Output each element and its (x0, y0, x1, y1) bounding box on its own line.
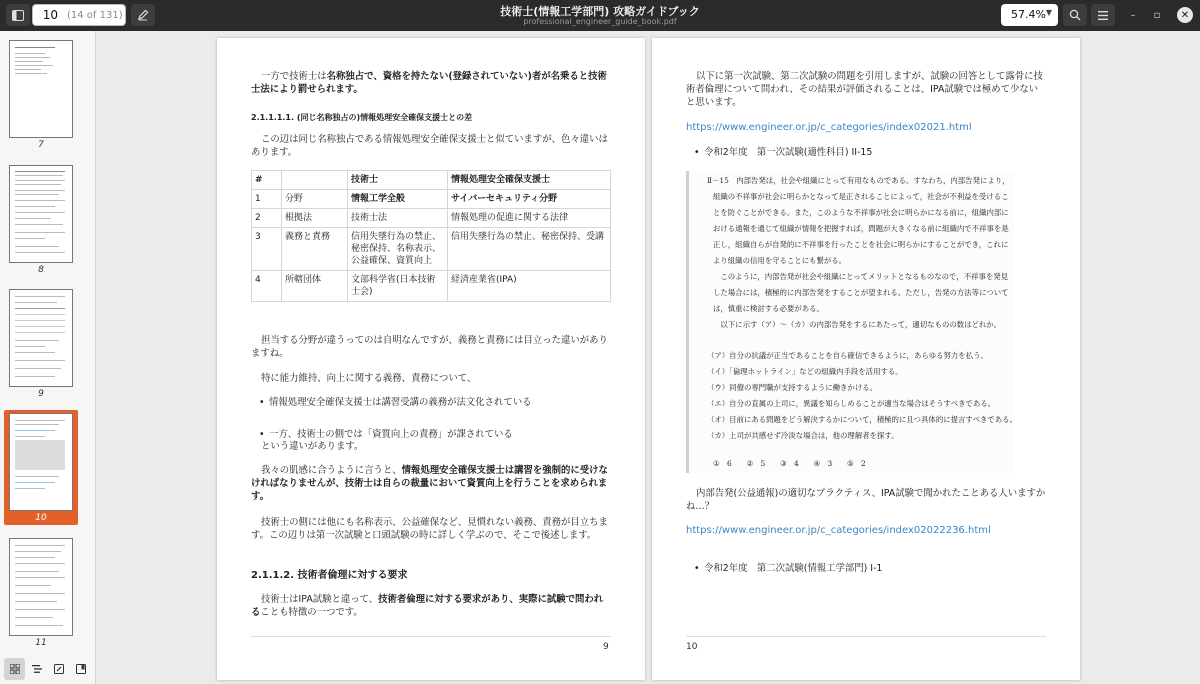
page-number: 10 (686, 642, 698, 652)
thumbnail-label: 9 (38, 389, 44, 399)
exam-line: Ⅱ－15 内部告発は，社会や組織にとって有用なものである。すなわち，内部告発により， (707, 176, 1010, 185)
thumbnail-page-8[interactable] (6, 165, 76, 275)
exam-option: （カ）上司が共感せず冷淡な場合は，他の理解者を探す。 (707, 431, 899, 440)
footer-divider (686, 636, 1046, 637)
table-row (252, 271, 611, 302)
table-header-cell: 情報処理安全確保支援士 (448, 171, 611, 190)
bullet-item: • 令和2年度 第一次試験(適性科目) II-15 (692, 146, 1046, 159)
table-cell: 根拠法 (282, 209, 348, 228)
paragraph: という違いがあります。 (261, 441, 364, 452)
pdf-page-10 (652, 38, 1080, 680)
table-cell: 1 (252, 190, 282, 209)
table-cell: 分野 (282, 190, 348, 209)
maximize-icon[interactable]: ▫ (1153, 9, 1161, 21)
exam-line: 正し，組織自らが自発的に不祥事を行ったことを社会に明らかにすることができ，これに (713, 240, 1009, 249)
thumbnail-image (9, 538, 73, 636)
close-icon[interactable]: ✕ (1177, 7, 1193, 23)
bullet-item: • 情報処理安全確保支援士は講習受講の義務が法文化されている (257, 396, 611, 409)
table-cell: サイバーセキュリティ分野 (448, 190, 611, 209)
para-text: 我々の肌感に合うように言うと、 (261, 465, 402, 476)
thumbnails-view-icon[interactable] (4, 658, 25, 680)
para-text: 技術士はIPA試験と違って、 (261, 594, 379, 605)
exam-answers: ① 6 ② 5 ③ 4 ④ 3 ⑤ 2 (713, 459, 866, 468)
para-text: ことも特徴の一つです。 (260, 607, 363, 618)
page-number-input[interactable]: 10 (32, 4, 64, 26)
thumbnail-sidebar (0, 31, 96, 684)
bullet-item: • 令和2年度 第二次試験(情報工学部門) I-1 (692, 562, 1046, 575)
paragraph (251, 593, 611, 619)
table-header-cell (282, 171, 348, 190)
thumbnail-page-11[interactable] (6, 538, 76, 648)
table-cell: 4 (252, 271, 282, 302)
thumbnail-label: 11 (35, 638, 47, 648)
chevron-down-icon: ▼ (1045, 8, 1052, 17)
section-heading: 2.1.1.1.1. (同じ名称独占の)情報処理安全確保支援士との差 (251, 113, 473, 122)
para-bold-text: 情報処理安全確保支援士は講習を強制的に受けなければなりませんが、技術士は自らの裁量において資質向上を行うことを求められます。 (251, 465, 608, 502)
comparison-table (251, 170, 611, 302)
table-cell: 情報処理の促進に関する法律 (448, 209, 611, 228)
paragraph: 技術士の側には他にも名称表示、公益確保など、見慣れない義務、責務が目立ちます。この辺りは第一次試験と口頭試験の時に詳しく学ぶので、そこで後述します。 (251, 517, 608, 541)
table-cell: 義務と責務 (282, 228, 348, 271)
bookmarks-view-icon[interactable] (70, 658, 91, 680)
table-row (252, 190, 611, 209)
section-heading: 2.1.1.2. 技術者倫理に対する要求 (251, 570, 408, 581)
page-count-label: (14 of 131) (63, 4, 126, 26)
document-title: 技術士(情報工学部門) 攻略ガイドブック (500, 5, 700, 18)
minimize-icon[interactable]: – (1130, 9, 1136, 21)
paragraph: 以下に第一次試験、第二次試験の問題を引用しますが、試験の回答として露骨に技術者倫理について問われ、その結果が評価されることは、IPA試験では極めて少ないと思います。 (686, 71, 1043, 108)
table-header-cell: # (252, 171, 282, 190)
table-cell: 信用失墜行為の禁止、秘密保持、名称表示、公益確保、資質向上 (348, 228, 448, 271)
thumbnail-page-7[interactable] (6, 40, 76, 150)
sidebar-toggle-icon[interactable] (6, 4, 30, 26)
thumbnail-page-10[interactable] (4, 410, 78, 525)
exam-line: 組織の不祥事が社会に明らかとなって是正されることによって，社会が不利益を受けるこ (713, 192, 1009, 201)
annotate-pen-icon[interactable] (131, 4, 155, 26)
paragraph: この辺は同じ名称独占である情報処理安全確保支援士と似ていますが、色々違いはあります。 (251, 134, 608, 158)
exam-line: は，慎重に検討する必要がある。 (713, 304, 824, 313)
exam-line: より組織の信用を守ることにも繋がる。 (713, 256, 847, 265)
menu-icon[interactable] (1091, 4, 1115, 26)
exam-question-image (686, 171, 1017, 473)
thumbnail-label: 8 (38, 265, 44, 275)
thumbnail-label: 7 (38, 140, 44, 150)
exam-line: このように，内部告発が社会や組織にとってメリットとなるものなので，不祥事を発見 (713, 272, 1009, 281)
sidebar-tools (4, 658, 91, 680)
exam-option: （エ）自分の直属の上司に，異議を知らしめることが適当な場合はそうすべきである。 (707, 399, 996, 408)
exam-option: （オ）目前にある問題をどう解決するかについて，積極的に且つ具体的に提言すべきである。 (707, 415, 1017, 424)
zoom-select[interactable] (1001, 4, 1058, 26)
header-bar (0, 0, 1200, 31)
thumbnail-image (9, 413, 73, 511)
table-cell: 2 (252, 209, 282, 228)
thumbnail-image (9, 165, 73, 263)
paragraph (251, 464, 611, 503)
intro-paragraph (251, 70, 611, 96)
exam-option: （ア）自分の抗議が正当であることを自ら確信できるように，あらゆる努力を払う。 (707, 351, 988, 360)
annotations-view-icon[interactable] (48, 658, 69, 680)
document-filename: professional_engineer_guide_book.pdf (523, 17, 677, 26)
table-cell: 技術士法 (348, 209, 448, 228)
thumbnail-image (9, 40, 73, 138)
exam-line: 以下に示す（ア）～（カ）の内部告発をするにあたって，適切なものの数はどれか。 (713, 320, 1002, 329)
exam-option: （ウ）同僚の専門職が支持するように働きかける。 (707, 383, 877, 392)
thumbnail-page-9[interactable] (6, 289, 76, 399)
table-cell: 情報工学全般 (348, 190, 448, 209)
exam-line: おける通報を通じて組織が情報を把握すれば，問題が大きくなる前に組織内で不祥事を是 (713, 224, 1009, 233)
bullet-item: • 一方、技術士の側では「資質向上の責務」が課されている (257, 428, 611, 441)
pdf-page-9 (217, 38, 645, 680)
table-cell: 経済産業省(IPA) (448, 271, 611, 302)
outline-view-icon[interactable] (26, 658, 47, 680)
thumbnail-label: 10 (35, 513, 47, 523)
para-bold-text: 技術者倫理に対する要求があり、実際に試験で問われる (251, 594, 604, 618)
table-row (252, 209, 611, 228)
exam-option: （イ）「倫理ホットライン」などの組織内手段を活用する。 (707, 367, 903, 376)
page-number: 9 (603, 642, 609, 652)
thumbnail-image (9, 289, 73, 387)
paragraph: 内部告発(公益通報)の適切なプラクティス、IPA試験で聞かれたことある人いますかね…？ (686, 488, 1046, 512)
paragraph: 特に能力維持、向上に関する義務、責務について、 (261, 373, 477, 384)
table-row (252, 228, 611, 271)
intro-text: 一方で技術士は (261, 71, 327, 82)
table-cell: 3 (252, 228, 282, 271)
exam-line: した場合には，積極的に内部告発をすることが望まれる。ただし，告発の方法等について (713, 288, 1009, 297)
search-icon[interactable] (1063, 4, 1087, 26)
table-header-row (252, 171, 611, 190)
footer-divider (251, 636, 611, 637)
reference-link[interactable]: https://www.engineer.or.jp/c_categories/index02021.html (686, 122, 972, 133)
table-cell: 文部科学省(日本技術士会) (348, 271, 448, 302)
table-cell: 所轄団体 (282, 271, 348, 302)
table-header-cell: 技術士 (348, 171, 448, 190)
zoom-value: 57.4% (1011, 8, 1046, 21)
exam-line: とを防ぐことができる。また，このような不祥事が社会に明らかになる前に，組織内部に (713, 208, 1009, 217)
reference-link[interactable]: https://www.engineer.or.jp/c_categories/index02022236.html (686, 525, 991, 536)
table-cell: 信用失墜行為の禁止、秘密保持、受講 (448, 228, 611, 271)
intro-bold-text: 名称独占で、資格を持たない(登録されていない)者が名乗ると技術士法により罰せられます。 (251, 71, 607, 95)
paragraph: 担当する分野が違うってのは自明なんですが、義務と責務には目立った違いがありますね。 (251, 335, 608, 359)
